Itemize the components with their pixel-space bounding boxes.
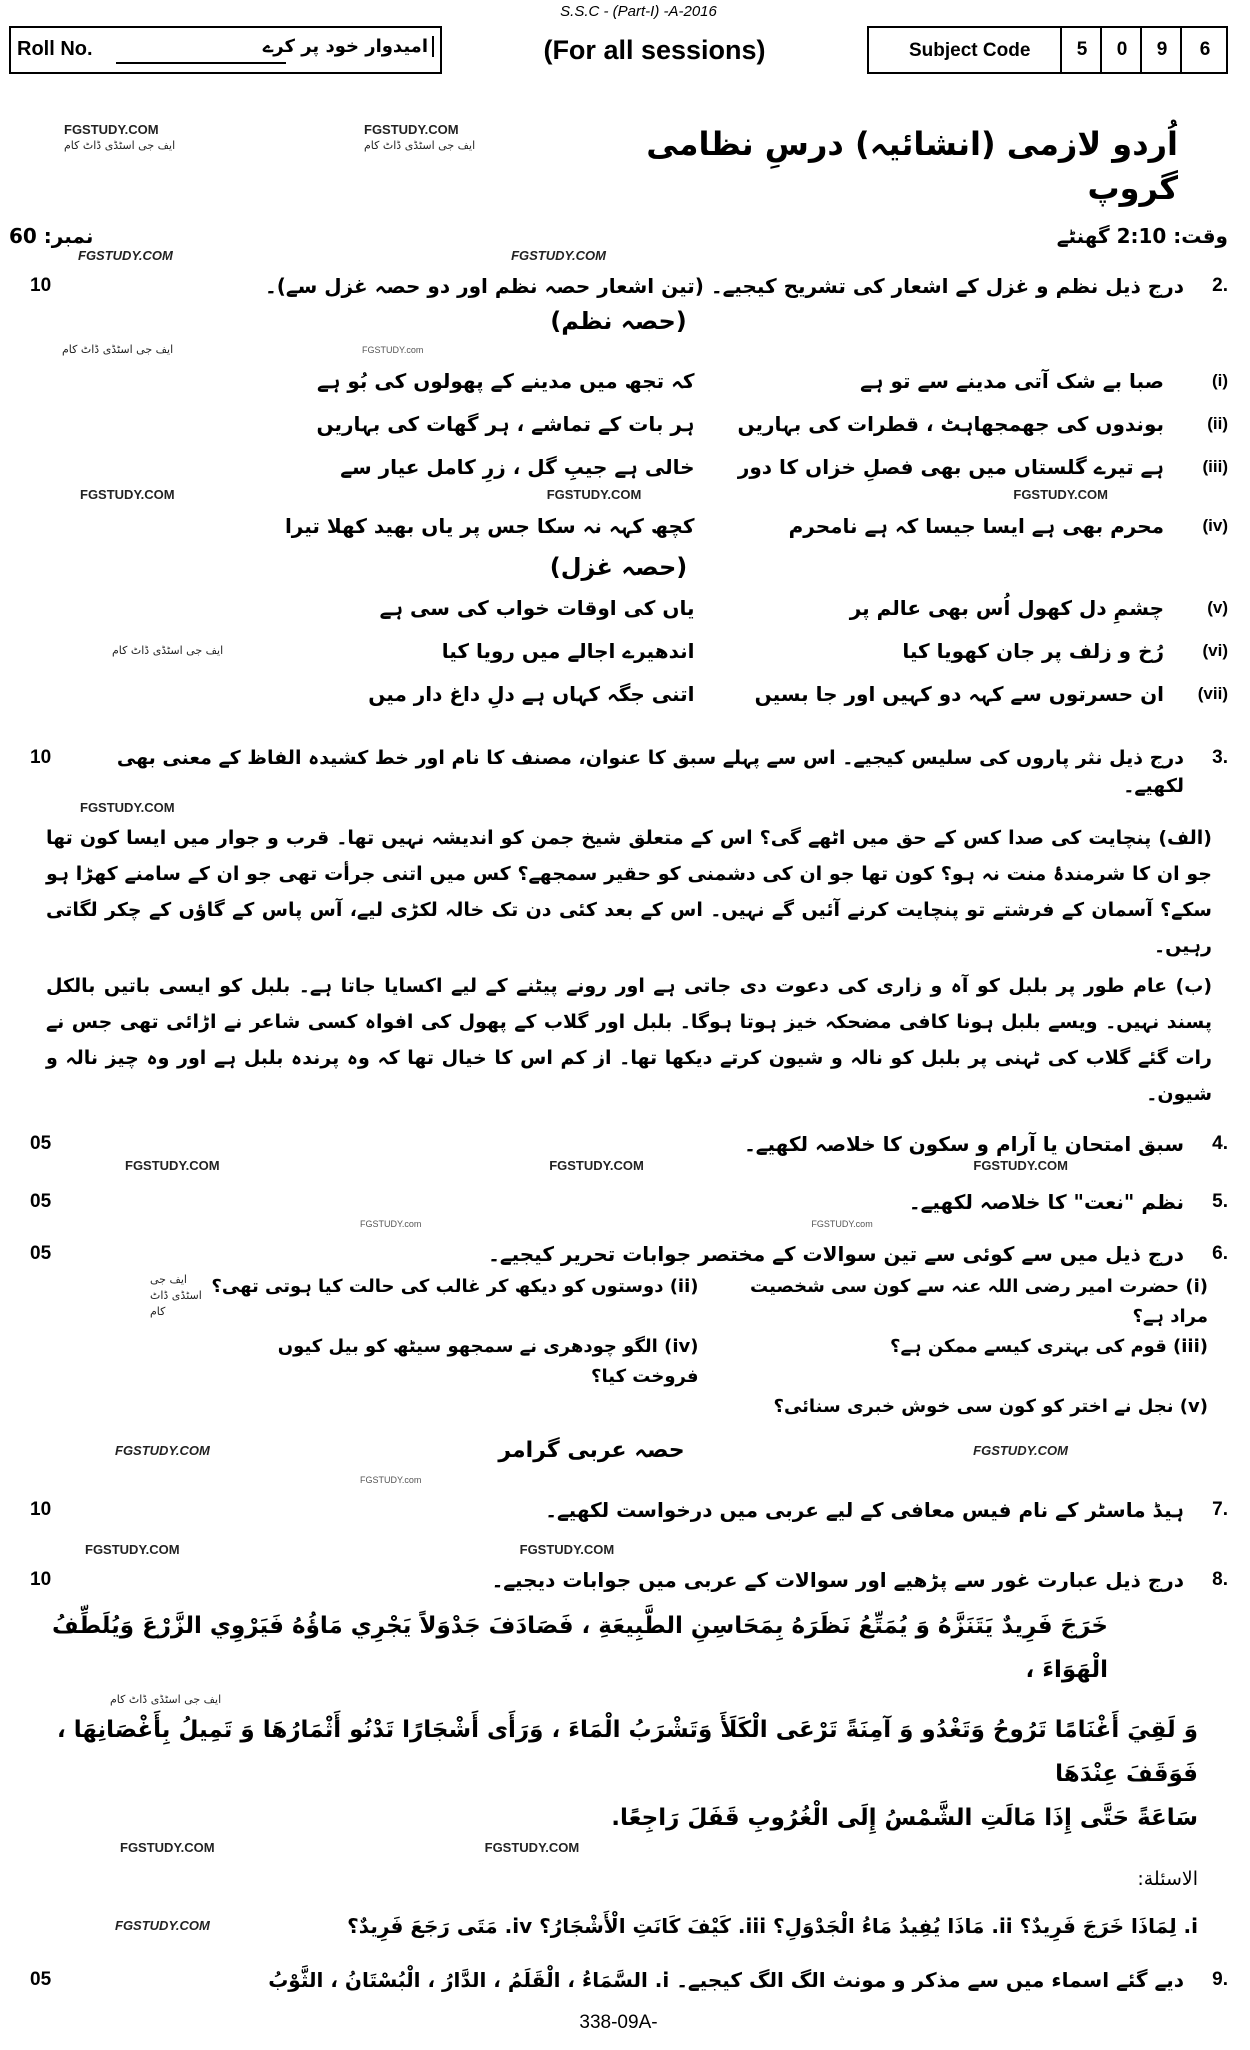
watermark-group	[9, 122, 254, 154]
subject-code-digit: 0	[1100, 28, 1142, 72]
verse-line: صبا بے شک آتی مدینے سے تو ہے	[860, 369, 1164, 393]
watermark: FGSTUDY.COM	[484, 1840, 580, 1855]
arabic-passage-line: سَاعَةً حَتَّى إِذَا مَالَتِ الشَّمْسُ إِلَى الْغُرُوبِ قَفَلَ رَاجِعًا.	[611, 1805, 1198, 1831]
question-number: 3.	[1212, 747, 1228, 768]
question-number: 7.	[1212, 1499, 1228, 1520]
watermark: FGSTUDY.COM	[115, 1443, 210, 1458]
watermark: ایف جی اسٹڈی ڈاٹ کام	[150, 1273, 202, 1318]
total-marks: نمبر: 60	[9, 224, 94, 248]
exam-code: S.S.C - (Part-I) -A-2016	[560, 3, 717, 20]
watermark: FGSTUDY.COM	[120, 1840, 215, 1855]
verse-line: بوندوں کی جھمجھاہٹ ، قطرات کی بہاریں	[737, 412, 1164, 436]
roll-note: امیدوار خود پر کرے	[263, 36, 434, 57]
subject-code-digit: 6	[1180, 28, 1228, 72]
watermark: FGSTUDY.COM	[973, 1443, 1068, 1458]
verse-row	[9, 506, 1228, 546]
verse-row	[9, 404, 1228, 444]
roll-number-line	[116, 62, 286, 64]
arabic-questions-row	[9, 1904, 1228, 1948]
watermark: FGSTUDY.COM	[549, 1158, 644, 1173]
verse-line: یاں کی اوقات خواب کی سی ہے	[379, 596, 695, 620]
question-4	[9, 1130, 1228, 1158]
footer-code: 338-09A-	[579, 2012, 658, 2033]
question-text: درج ذیل نظم و غزل کے اشعار کی تشریح کیجیے۔ (تین اشعار حصہ نظم اور دو حصہ غزل سے)۔	[264, 274, 1184, 298]
short-question: (iii) قوم کی بہتری کیسے ممکن ہے؟	[890, 1336, 1208, 1357]
watermark: ایف جی اسٹڈی ڈاٹ کام	[62, 343, 174, 356]
marks: 05	[30, 1243, 52, 1264]
verse-row	[9, 588, 1228, 628]
watermark-row	[9, 1542, 1228, 1558]
watermark: FGSTUDY.COM	[125, 1158, 220, 1173]
time-marks-row	[9, 224, 1228, 264]
marks: 10	[30, 1569, 52, 1590]
arabic-heading-row	[9, 1430, 1228, 1472]
verse-line: ان حسرتوں سے کہہ دو کہیں اور جا بسیں	[754, 682, 1164, 706]
verse-line: اتنی جگہ کہاں ہے دلِ داغ دار میں	[368, 682, 695, 706]
verse-number: (iv)	[1202, 516, 1228, 535]
question-number: 5.	[1212, 1191, 1228, 1212]
watermark: FGSTUDY.COM	[1013, 487, 1108, 502]
watermark: ایف جی اسٹڈی ڈاٹ کام	[364, 139, 476, 152]
arabic-passage-line: وَ لَقِيَ أَغْنَامًا تَرُوحُ وَتَغْدُو وَ آمِنَةً تَرْعَى الْكَلَأَ وَتَشْرَبُ الْمَاءَ ، وَرَأَى أَشْجَارًا تَدْنُو أَثْمَارُهَا وَ تَمِيلُ بِأَغْصَانِهَا ، فَوَقَفَ عِنْدَهَا	[56, 1717, 1198, 1787]
question-number: 8.	[1212, 1569, 1228, 1590]
watermark: FGSTUDY.COM	[519, 1542, 615, 1557]
verse-line: اندھیرے اجالے میں رویا کیا	[441, 639, 695, 663]
section-heading-nazm: (حصہ نظم)	[550, 307, 687, 335]
question-9	[9, 1966, 1228, 1994]
title-row	[9, 122, 1228, 210]
question-text: ہیڈ ماسٹر کے نام فیس معافی کے لیے عربی میں درخواست لکھیے۔	[545, 1498, 1184, 1522]
question-number: 2.	[1212, 275, 1228, 296]
verse-line: خالی ہے جیبِ گل ، زرِ کامل عیار سے	[340, 455, 695, 479]
watermark: FGSTUDY.COM	[973, 1158, 1068, 1173]
time-allowed: وقت: 2:10 گھنٹے	[1056, 224, 1228, 248]
question-8	[9, 1566, 1228, 1594]
question-text: درج ذیل عبارت غور سے پڑھیے اور سوالات کے عربی میں جوابات دیجیے۔	[491, 1568, 1184, 1592]
verse-row	[9, 361, 1228, 401]
watermark-row	[9, 487, 1228, 503]
question-6	[9, 1240, 1228, 1268]
watermark: ایف جی اسٹڈی ڈاٹ کام	[64, 139, 176, 152]
short-question: (v) نجل نے اختر کو کون سی خوش خبری سنائی؟	[773, 1396, 1208, 1417]
watermark: FGSTUDY.COM	[364, 122, 459, 137]
paper-title: اُردو لازمی (انشائیہ) درسِ نظامی گروپ	[646, 125, 1178, 207]
verse-number: (ii)	[1207, 414, 1228, 433]
marks: 05	[30, 1191, 52, 1212]
questions-label: الاسئلة:	[1137, 1868, 1198, 1890]
question-7	[9, 1496, 1228, 1524]
verse-line: چشمِ دل کھول اُس بھی عالم پر	[849, 596, 1164, 620]
verse-number: (v)	[1207, 598, 1228, 617]
prose-passage-b: (ب) عام طور پر بلبل کو آہ و زاری کی دعوت دی جاتی ہے اور رونے پیٹنے کے لیے اکسایا جاتا ہے۔ بلبل کو ایسی باتیں بالکل پسند نہیں۔ ویسے بلبل ہونا کافی مضحکہ خیز ہوتا ہوگا۔ بلبل اور گلاب کے پھول کی افواہ کسی شاعر نے اڑائی تھی جس نے رات گئے گلاب کی ٹہنی پر بلبل کو نالہ و شیون کرتے دیکھا تھا۔ از کم اس کا خیال تھا کہ وہ پرندہ بلبل ہے اور وہ چیز نالہ و شیون۔	[46, 975, 1212, 1105]
watermark: ایف جی اسٹڈی ڈاٹ کام	[112, 644, 224, 657]
sessions-label: (For all sessions)	[543, 34, 766, 65]
watermark-group	[254, 122, 564, 154]
watermark: FGSTUDY.COM	[64, 122, 159, 137]
watermark: FGSTUDY.COM	[80, 800, 175, 815]
question-5	[9, 1188, 1228, 1216]
roll-number-box	[9, 26, 442, 74]
left-group	[9, 224, 309, 264]
arabic-passage-line: خَرَجَ فَرِيدٌ يَتَنَزَّهُ وَ يُمَتِّعُ نَظَرَهُ بِمَحَاسِنِ الطَّبِيعَةِ ، فَصَادَفَ جَدْوَلاً يَجْرِي مَاؤُهُ فَيَرْوِي الزَّرْعَ وَيُلَطِّفُ الْهَوَاءَ ،	[51, 1613, 1108, 1683]
watermark: FGSTUDY.com	[360, 1475, 422, 1485]
question-text: درج ذیل نثر پاروں کی سلیس کیجیے۔ اس سے پہلے سبق کا عنوان، مصنف کا نام اور خط کشیدہ الفاظ کے معنی بھی لکھیے۔	[116, 747, 1184, 797]
question-text: نظم "نعت" کا خلاصہ لکھیے۔	[908, 1190, 1184, 1214]
question-text: درج ذیل میں سے کوئی سے تین سوالات کے مختصر جوابات تحریر کیجیے۔	[488, 1242, 1184, 1266]
roll-label: Roll No.	[17, 38, 93, 60]
watermark-row	[9, 1840, 1228, 1856]
watermark-row	[9, 1692, 1228, 1708]
verse-number: (vi)	[1202, 641, 1228, 660]
verse-row	[9, 447, 1228, 487]
question-text: سبق امتحان یا آرام و سکون کا خلاصہ لکھیے۔	[744, 1132, 1184, 1156]
verse-row	[9, 631, 1228, 671]
watermark: FGSTUDY.COM	[85, 1542, 180, 1557]
watermark: FGSTUDY.COM	[115, 1918, 210, 1933]
subject-code-label: Subject Code	[908, 40, 1031, 61]
question-2	[9, 272, 1228, 300]
verse-number: (vii)	[1197, 684, 1228, 703]
subject-code-digit: 5	[1060, 28, 1102, 72]
prose-passage-a: (الف) پنچایت کی صدا کس کے حق میں اٹھے گی؟ اس کے متعلق شیخ جمن کو اندیشہ نہیں تھا۔ قرب و جوار میں ایسا کون تھا جو ان کا شرمندۂ منت نہ ہو؟ کون تھا جو ان کی دشمنی کو حقیر سمجھے؟ کس میں اتنی جرأت تھی جو ان کے سامنے کھڑا ہو سکے؟ آسمان کے فرشتے تو پنچایت کرنے آئیں گے نہیں۔ اس کے بعد کئی دن تک خالہ لکڑی لیے، آس پاس کے گاؤں کے چکر لگاتی رہیں۔	[46, 827, 1212, 957]
verse-line: کہ تجھ میں مدینے کے پھولوں کی بُو ہے	[316, 369, 695, 393]
verse-line: کچھ کہہ نہ سکا جس پر یاں بھید کھلا تیرا	[284, 514, 695, 538]
question-3	[9, 744, 1228, 800]
verse-number: (iii)	[1202, 457, 1228, 476]
verse-line: رُخ و زلف پر جان کھویا کیا	[902, 639, 1164, 663]
verse-line: ہے تیرے گلستاں میں بھی فصلِ خزاں کا دور	[737, 455, 1164, 479]
watermark-row	[9, 1158, 1228, 1174]
question-text: دیے گئے اسماء میں سے مذکر و مونث الگ الگ کیجیے۔ i. السَّمَاءُ ، الْقَلَمُ ، الدَّارُ ، الْبُسْتَانُ ، الثَّوْبُ	[268, 1968, 1184, 1992]
watermark: FGSTUDY.com	[811, 1219, 873, 1229]
watermark: FGSTUDY.com	[360, 1219, 422, 1229]
watermark: FGSTUDY.COM	[80, 487, 175, 502]
arabic-questions: i. لِمَاذَا خَرَجَ فَرِيدٌ؟ ii. مَاذَا يُفِيدُ مَاءُ الْجَدْوَلِ؟ iii. كَيْفَ كَانَتِ الْأَشْجَارُ؟ iv. مَتَى رَجَعَ فَرِيدٌ؟	[347, 1914, 1198, 1938]
short-question: (iv) الگو چودھری نے سمجھو سیٹھ کو بیل کیوں فروخت کیا؟	[277, 1336, 699, 1387]
verse-line: ہر بات کے تماشے ، ہر گھات کی بہاریں	[316, 412, 695, 436]
watermark: FGSTUDY.com	[362, 345, 424, 355]
short-question: (ii) دوستوں کو دیکھ کر غالب کی حالت کیا ہوتی تھی؟	[211, 1276, 699, 1297]
marks: 05	[30, 1133, 52, 1154]
subject-code-box	[867, 26, 1228, 74]
watermark: FGSTUDY.COM	[511, 248, 606, 263]
question-number: 6.	[1212, 1243, 1228, 1264]
marks: 10	[30, 275, 52, 296]
watermark-row	[9, 1216, 1228, 1232]
watermark: FGSTUDY.COM	[78, 248, 173, 263]
marks: 10	[30, 747, 52, 768]
question-number: 4.	[1212, 1133, 1228, 1154]
header-row	[9, 26, 1228, 74]
question-number: 9.	[1212, 1969, 1228, 1990]
short-question: (i) حضرت امیر رضی اللہ عنہ سے کون سی شخصیت مراد ہے؟	[750, 1276, 1208, 1327]
verse-number: (i)	[1211, 371, 1228, 390]
verse-line: محرم بھی ہے ایسا جیسا کہ ہے نامحرم	[788, 514, 1164, 538]
short-questions	[9, 1272, 1228, 1422]
marks: 05	[30, 1969, 52, 1990]
watermark-row	[9, 342, 1228, 358]
watermark-row	[9, 800, 1228, 816]
watermark: FGSTUDY.COM	[546, 487, 642, 502]
marks: 10	[30, 1499, 52, 1520]
watermark: ایف جی اسٹڈی ڈاٹ کام	[110, 1693, 222, 1706]
section-heading-ghazal: (حصہ غزل)	[549, 553, 688, 581]
watermark-row	[9, 1472, 1228, 1488]
subject-code-digit: 9	[1140, 28, 1182, 72]
section-heading-arabic-grammar: حصہ عربی گرامر	[498, 1438, 685, 1463]
verse-row	[9, 674, 1228, 714]
